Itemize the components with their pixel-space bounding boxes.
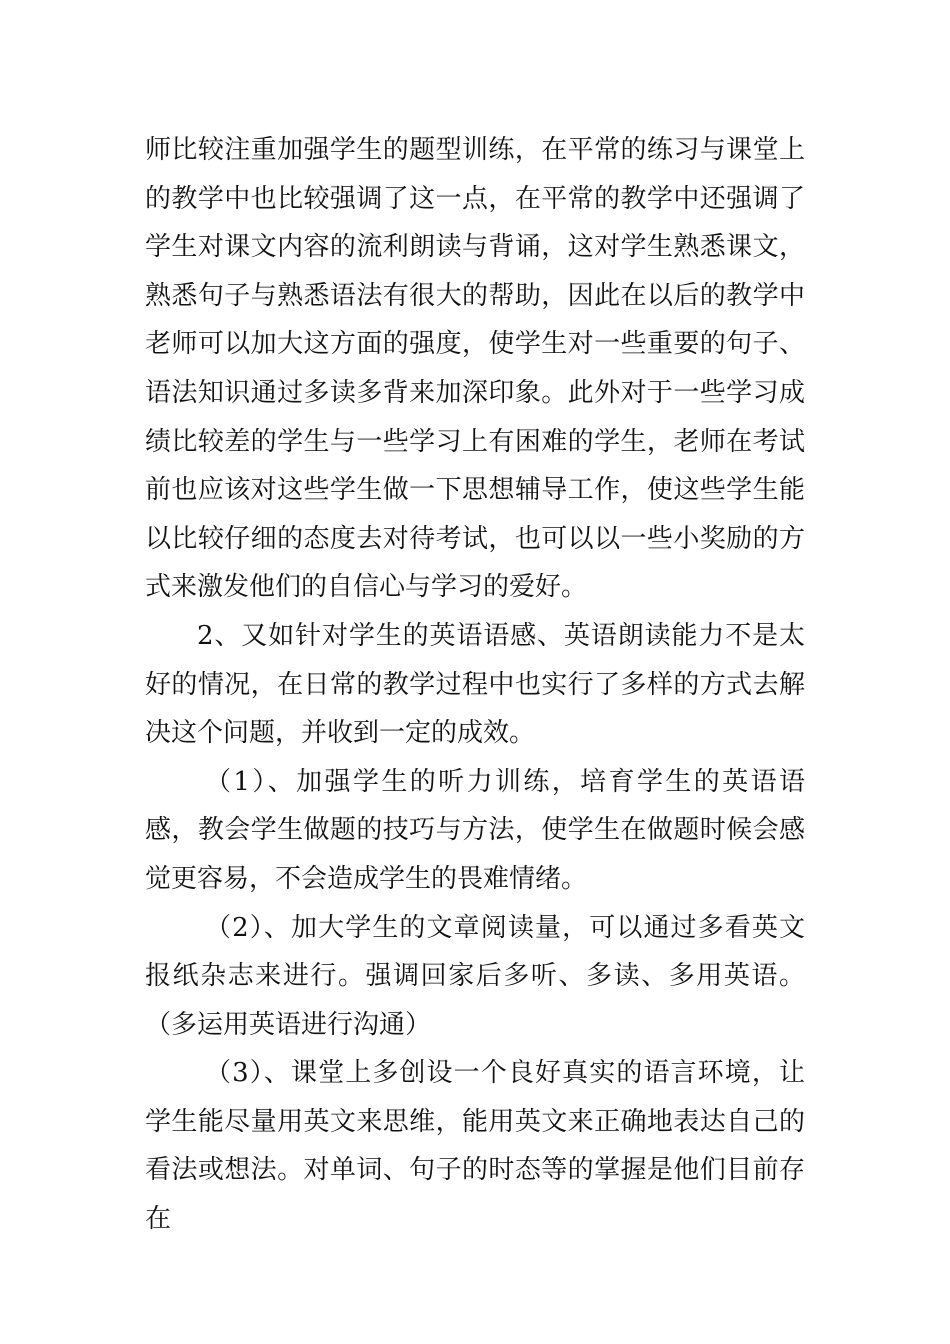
paragraph-4: （2）、加大学生的文章阅读量，可以通过多看英文报纸杂志来进行。强调回家后多听、多读、多用英语。（多运用英语进行沟通） bbox=[145, 912, 805, 1040]
paragraph-5: （3）、课堂上多创设一个良好真实的语言环境，让学生能尽量用英文来思维，能用英文来正确地表达自己的看法或想法。对单词、句子的时态等的掌握是他们目前存在 bbox=[145, 1058, 805, 1235]
paragraph-2: 2、又如针对学生的英语语感、英语朗读能力不是太好的情况，在日常的教学过程中也实行了多样的方式去解决这个问题，并收到一定的成效。 bbox=[145, 620, 805, 749]
paragraph-3: （1）、加强学生的听力训练，培育学生的英语语感，教会学生做题的技巧与方法，使学生在做题时候会感觉更容易，不会造成学生的畏难情绪。 bbox=[145, 766, 805, 894]
document-body bbox=[145, 126, 805, 1244]
paragraph-1: 师比较注重加强学生的题型训练，在平常的练习与课堂上的教学中也比较强调了这一点，在平常的教学中还强调了学生对课文内容的流利朗读与背诵，这对学生熟悉课文，熟悉句子与熟悉语法有很大的帮助，因此在以后的教学中老师可以加大这方面的强度，使学生对一些重要的句子、语法知识通过多读多背来加深印象。此外对于一些学习成绩比较差的学生与一些学习上有困难的学生，老师在考试前也应该对这些学生做一下思想辅导工作，使这些学生能以比较仔细的态度去对待考试，也可以以一些小奖励的方式来激发他们的自信心与学习的爱好。 bbox=[145, 135, 805, 603]
